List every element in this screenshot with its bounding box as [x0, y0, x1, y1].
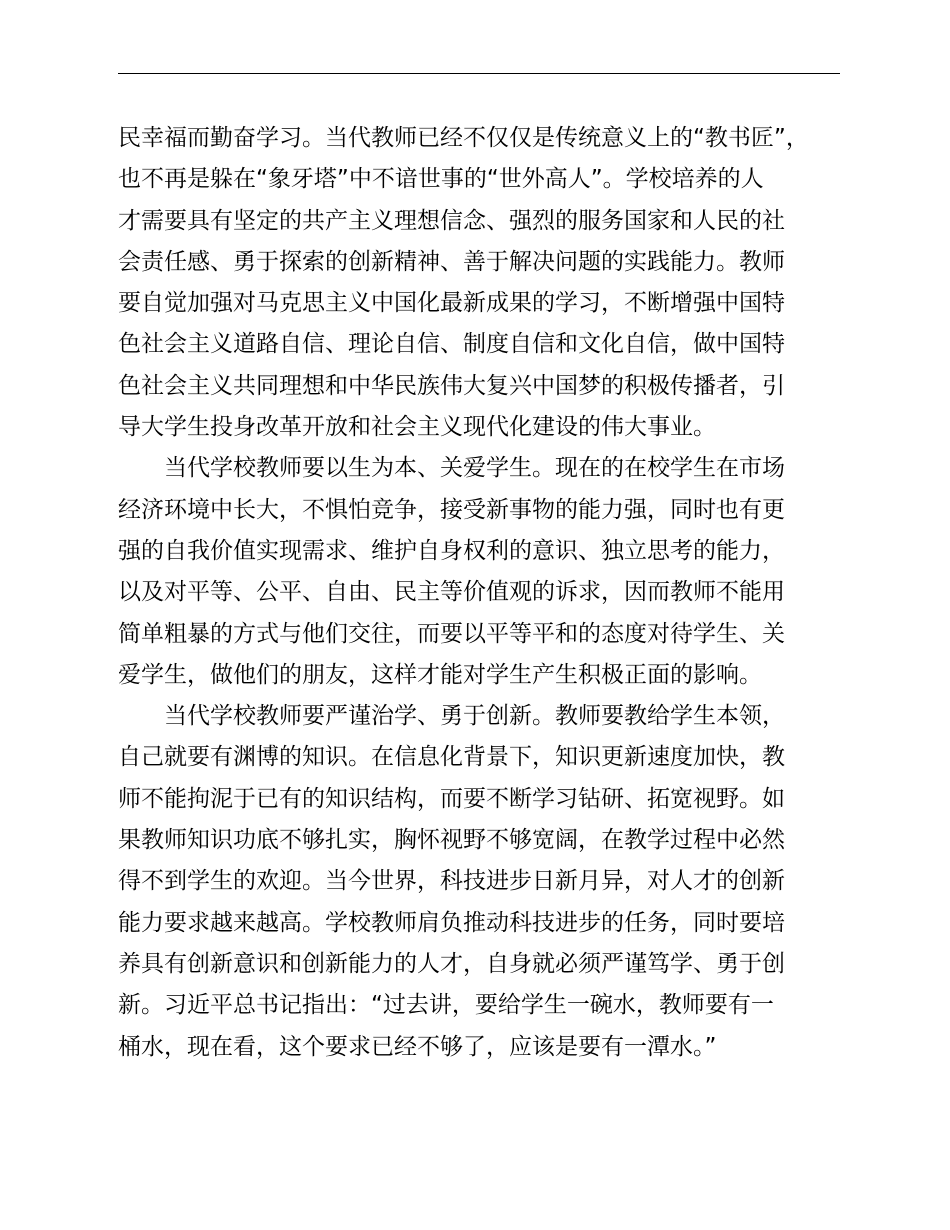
text-line: 得不到学生的欢迎。当今世界，科技进步日新月异，对人才的创新 — [118, 868, 785, 895]
body-text — [118, 118, 842, 1068]
paragraph-2 — [118, 448, 842, 696]
text-line: 导大学生投身改革开放和社会主义现代化建设的伟大事业。 — [118, 414, 716, 441]
text-line: 色社会主义共同理想和中华民族伟大复兴中国梦的积极传播者，引 — [118, 372, 785, 399]
text-line: 养具有创新意识和创新能力的人才，自身就必须严谨笃学、勇于创 — [118, 950, 785, 977]
text-line: 色社会主义道路自信、理论自信、制度自信和文化自信，做中国特 — [118, 331, 785, 358]
header-rule — [118, 73, 840, 74]
text-line: 桶水，现在看，这个要求已经不够了，应该是要有一潭水。” — [118, 1033, 717, 1060]
text-line: 也不再是躲在“象牙塔”中不谙世事的“世外高人”。学校培养的人 — [118, 166, 764, 193]
text-line: 当代学校教师要严谨治学、勇于创新。教师要教给学生本领， — [164, 703, 785, 730]
text-line: 才需要具有坚定的共产主义理想信念、强烈的服务国家和人民的社 — [118, 207, 785, 234]
text-line: 民幸福而勤奋学习。当代教师已经不仅仅是传统意义上的“教书匠”， — [118, 125, 809, 151]
text-line: 新。习近平总书记指出：“过去讲，要给学生一碗水，教师要有一 — [118, 992, 774, 1019]
text-line: 当代学校教师要以生为本、关爱学生。现在的在校学生在市场 — [164, 455, 785, 482]
text-line: 经济环境中长大，不惧怕竞争，接受新事物的能力强，同时也有更 — [118, 496, 785, 523]
text-line: 爱学生，做他们的朋友，这样才能对学生产生积极正面的影响。 — [118, 661, 762, 688]
text-line: 会责任感、勇于探索的创新精神、善于解决问题的实践能力。教师 — [118, 248, 785, 275]
text-line: 自己就要有渊博的知识。在信息化背景下，知识更新速度加快，教 — [118, 744, 785, 771]
text-line: 要自觉加强对马克思主义中国化最新成果的学习，不断增强中国特 — [118, 290, 785, 317]
text-line: 师不能拘泥于已有的知识结构，而要不断学习钻研、拓宽视野。如 — [118, 785, 785, 812]
text-line: 能力要求越来越高。学校教师肩负推动科技进步的任务，同时要培 — [118, 909, 785, 936]
paragraph-1 — [118, 118, 842, 448]
text-line: 以及对平等、公平、自由、民主等价值观的诉求，因而教师不能用 — [118, 579, 785, 606]
text-line: 果教师知识功底不够扎实，胸怀视野不够宽阔，在教学过程中必然 — [118, 827, 785, 854]
paragraph-3 — [118, 696, 842, 1068]
text-line: 简单粗暴的方式与他们交往，而要以平等平和的态度对待学生、关 — [118, 620, 785, 647]
text-line: 强的自我价值实现需求、维护自身权利的意识、独立思考的能力， — [118, 537, 785, 564]
